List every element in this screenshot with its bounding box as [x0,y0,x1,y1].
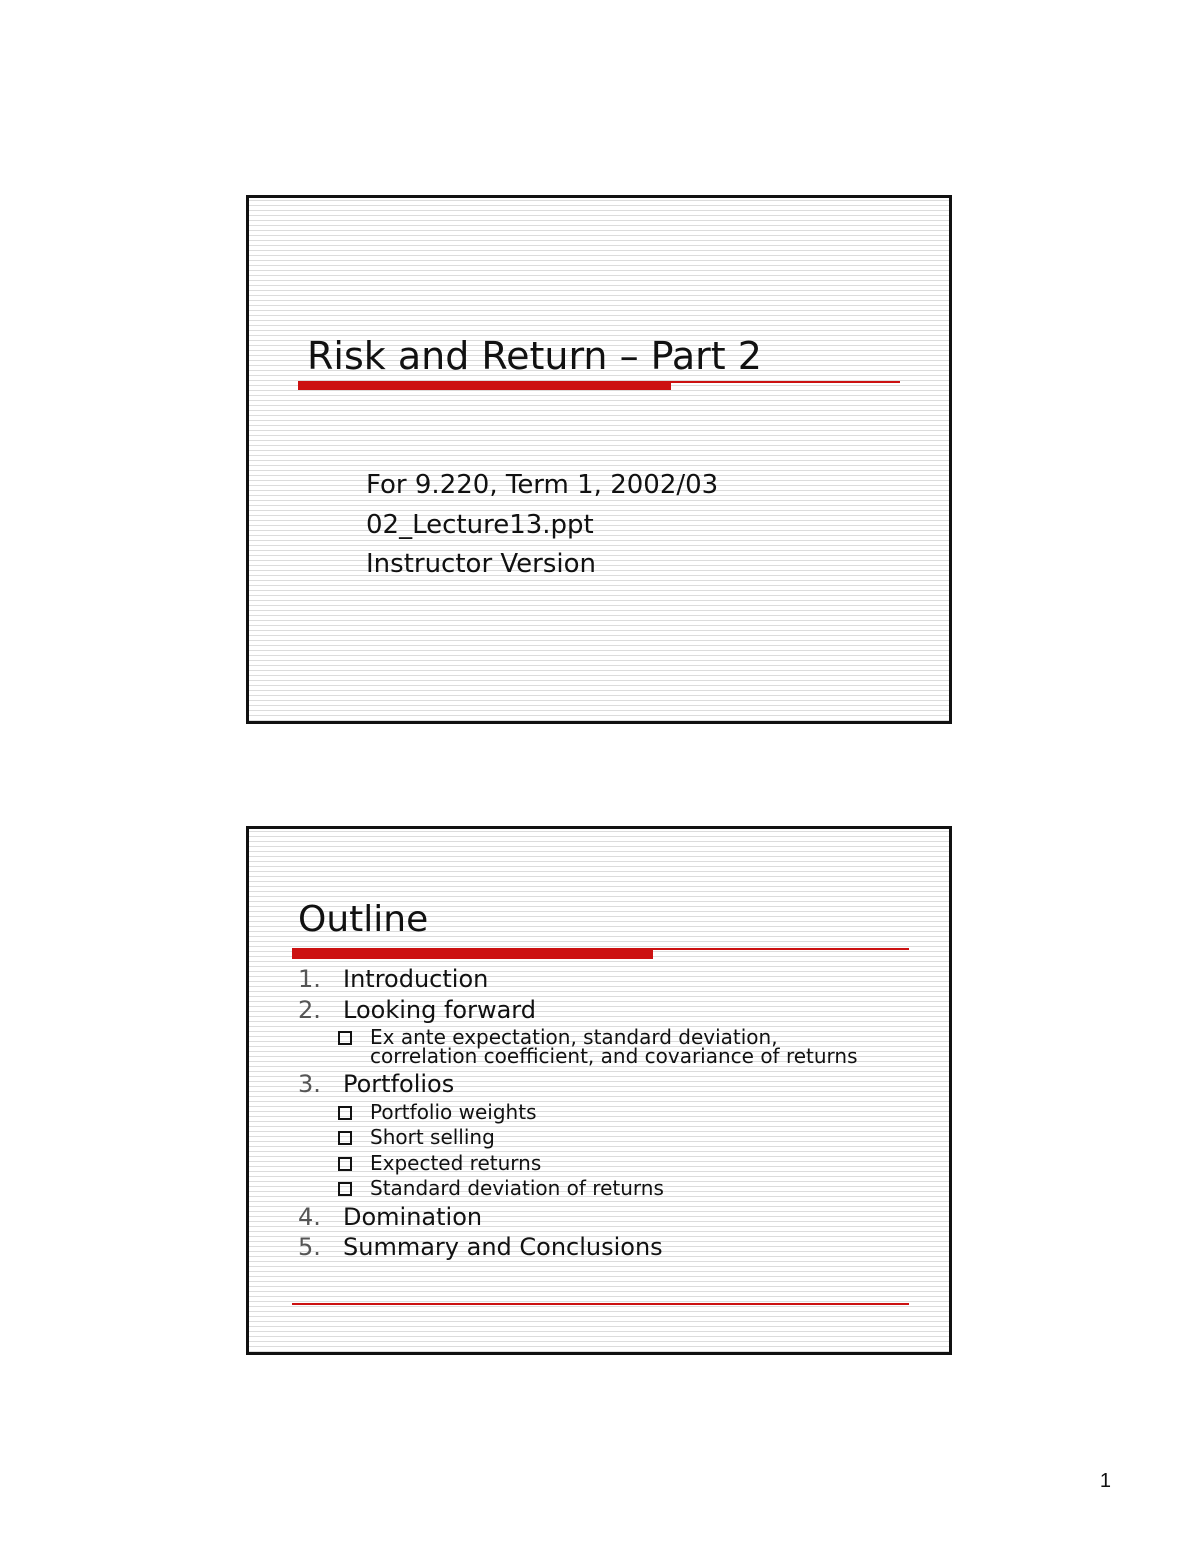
outline-subitem-text: Standard deviation of returns [370,1176,664,1200]
outline-item [298,1202,858,1233]
square-bullet-icon [338,1131,352,1145]
square-bullet-icon [338,1157,352,1171]
outline-item [298,1232,858,1263]
outline-subitem [338,1176,858,1202]
outline-item-label: Looking forward [343,995,536,1024]
title-rule-thick [298,381,671,390]
outline-sublist [298,1025,858,1069]
outline-item-number: 3. [298,1070,321,1098]
page-number: 1 [1099,1470,1111,1492]
slide-title [246,195,952,724]
outline-item-number: 5. [298,1233,321,1261]
outline-sublist [298,1100,858,1202]
slide-outline [246,826,952,1355]
outline-item [298,1069,858,1202]
outline-subitem [338,1025,858,1069]
subtitle-line: For 9.220, Term 1, 2002/03 [366,470,719,500]
outline-item-number: 1. [298,965,321,993]
outline-item-label: Portfolios [343,1070,455,1098]
subtitle-line: Instructor Version [366,549,597,579]
outline-subitem-text: correlation coefficient, and covariance of returns [370,1044,858,1068]
square-bullet-icon [338,1182,352,1196]
outline-item-number: 2. [298,995,321,1024]
outline-list [298,964,858,1263]
square-bullet-icon [338,1031,352,1045]
footer-rule [292,1303,909,1305]
outline-item [298,964,858,995]
outline-subitem-text: Ex ante expectation, standard deviation, [370,1025,778,1049]
outline-subitem-text: Expected returns [370,1150,542,1175]
outline-item-label: Introduction [343,965,489,993]
subtitle-list [366,466,718,585]
outline-item-label: Summary and Conclusions [343,1233,663,1261]
square-bullet-icon [338,1106,352,1120]
outline-subitem-text: Portfolio weights [370,1099,537,1124]
slide-title-heading: Risk and Return – Part 2 [307,334,762,378]
title-rule-thick [292,950,653,959]
outline-subitem-text: Short selling [370,1125,495,1149]
outline-subitem [338,1151,858,1177]
outline-item-number: 4. [298,1202,321,1231]
outline-heading: Outline [298,899,429,940]
outline-subitem [338,1125,858,1151]
outline-item-label: Domination [343,1202,483,1231]
outline-item [298,995,858,1070]
outline-subitem [338,1100,858,1126]
subtitle-line: 02_Lecture13.ppt [366,509,594,540]
